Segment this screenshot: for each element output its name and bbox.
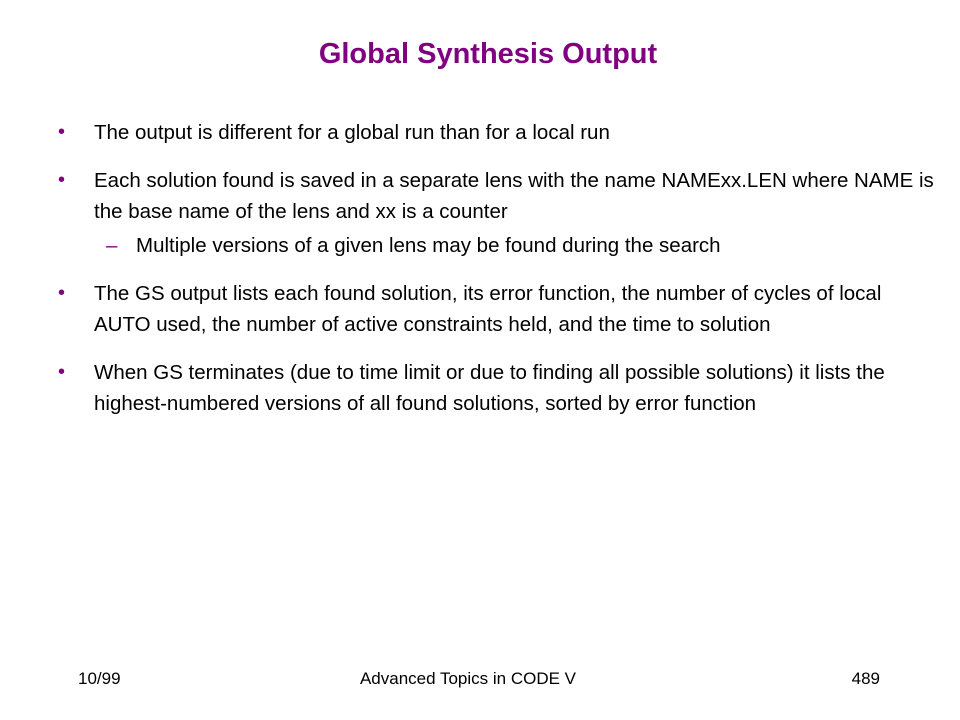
bullet-text: The GS output lists each found solution, its error function, the number of cycles of local AUTO used, the number of active constraints held, and the time to solution	[94, 282, 882, 336]
bullet-item	[56, 117, 936, 148]
bullet-item	[56, 357, 936, 419]
footer-date: 10/99	[78, 669, 121, 688]
bullet-icon: •	[58, 121, 66, 143]
sub-bullet-text: Multiple versions of a given lens may be found during the search	[136, 234, 721, 257]
bullet-item	[56, 278, 936, 340]
bullet-text: Each solution found is saved in a separate lens with the name NAMExx.LEN where NAME is the base name of the lens and xx is a counter	[94, 169, 934, 223]
bullet-item	[56, 165, 936, 261]
bullet-icon: •	[58, 361, 66, 383]
dash-icon: –	[106, 234, 118, 257]
footer-page-number: 489	[851, 669, 880, 688]
bullet-list	[56, 117, 936, 436]
bullet-text: The output is different for a global run than for a local run	[94, 121, 610, 144]
bullet-text: When GS terminates (due to time limit or due to finding all possible solutions) it lists the highest-numbered versions of all found solutions, sorted by error function	[94, 361, 885, 415]
slide-title: Global Synthesis Output	[318, 38, 658, 70]
footer-title: Advanced Topics in CODE V	[359, 669, 577, 688]
sub-bullet-item	[94, 230, 936, 261]
bullet-icon: •	[58, 169, 66, 191]
bullet-icon: •	[58, 282, 66, 304]
sub-bullet-list	[94, 230, 936, 261]
